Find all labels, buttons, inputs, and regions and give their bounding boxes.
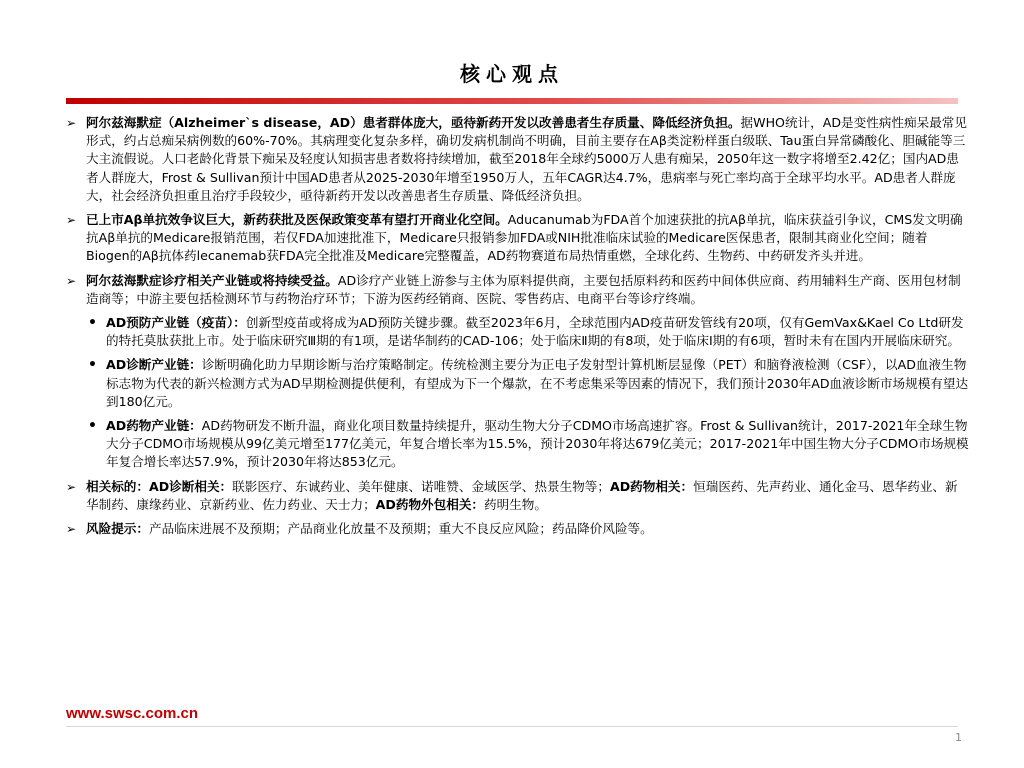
footer-divider [66, 726, 958, 727]
arrow-bullet-icon: ➢ [66, 273, 77, 288]
related-list-outsourcing: 药明生物。 [484, 496, 547, 512]
title-divider [66, 98, 958, 104]
key-point-heading: 阿尔兹海默症诊疗相关产业链或将持续受益。 [86, 272, 338, 288]
risk-label: 风险提示： [86, 521, 149, 537]
arrow-bullet-icon: ➢ [66, 116, 77, 130]
key-point-2 [66, 211, 970, 266]
arrow-bullet-icon: ➢ [66, 213, 77, 228]
sub-point-body: AD药物研发不断升温，商业化项目数量持续提升，驱动生物大分子CDMO市场高速扩容。Frost & Sullivan统计，2017-2021年全球生物大分子CDMO市场规模从99亿美元增至177亿美元，年复合增长率为15.5%，预计2030年将达679亿美元；2017-2021年中国生物大分子CDMO市场规模年复合增长率达57.9%，预计2030年将达853亿元。 [106, 418, 969, 470]
related-targets [66, 478, 970, 514]
sub-point-heading: AD诊断产业链： [106, 357, 202, 373]
key-point-heading: 已上市Aβ单抗效争议巨大，新药获批及医保政策变革有望打开商业化空间。 [86, 212, 508, 228]
related-label-outsourcing: AD药物外包相关： [375, 496, 485, 512]
dot-bullet-icon: • [88, 418, 97, 435]
sub-point-heading: AD药物产业链： [106, 418, 202, 434]
key-point-body: Aducanumab为FDA首个加速获批的抗Aβ单抗，临床获益引争议，CMS发文明确抗Aβ单抗的Medicare报销范围，若仅FDA加速批准下，Medicare只报销参加FDA或NIH批准临床试验的Medicare医保患者，限制其商业化空间；随着Biogen的Aβ抗体药lecanemab获FDA完全批准及Medicare完整覆盖，AD药物赛道布局热情重燃，全球化药、生物药、中药研发齐头并进。 [86, 212, 963, 264]
key-point-body: AD诊疗产业链上游参与主体为原料提供商，主要包括原料药和医药中间体供应商、药用辅料生产商、医用包材制造商等；中游主要包括检测环节与药物治疗环节；下游为医药经销商、医院、零售药店、电商平台等诊疗终端。 [86, 272, 961, 306]
arrow-bullet-icon: ➢ [66, 522, 77, 537]
sub-point-drugs [66, 417, 970, 472]
dot-bullet-icon: • [88, 357, 97, 374]
footer-website-link[interactable]: www.swsc.com.cn [66, 705, 198, 722]
page-number: 1 [955, 731, 962, 744]
risk-text: 产品临床进展不及预期；产品商业化放量不及预期；重大不良反应风险；药品降价风险等。 [148, 521, 653, 537]
sub-point-prevention [66, 314, 970, 350]
key-point-1 [66, 114, 970, 205]
sub-point-heading: AD预防产业链（疫苗）： [106, 315, 246, 331]
related-list-diagnosis: 联影医疗、东诚药业、美年健康、诺唯赞、金域医学、热景生物等； [232, 478, 610, 494]
sub-point-diagnosis [66, 356, 970, 411]
key-point-body: 据WHO统计，AD是变性病性痴呆最常见形式，约占总痴呆病例数的60%-70%。其病理变化复杂多样，确切发病机制尚不明确，目前主要存在Aβ类淀粉样蛋白级联、Tau蛋白异常磷酸化、胆碱能等三大主流假说。人口老龄化背景下痴呆及轻度认知损害患者数将持续增加，截至2018年全球约5000万人患有痴呆，2050年这一数字将增至2.42亿；国内AD患者人群庞大，Frost & Sullivan预计中国AD患者从2025-2030年增至1950万人，五年CAGR达4.7%，患病率与死亡率均高于全球平均水平。AD患者人群庞大，社会经济负担重且治疗手段较少，亟待新药开发以改善患者生存质量、降低经济负担。 [86, 115, 967, 203]
related-list-drugs: 恒瑞医药、先声药业、通化金马、恩华药业、新华制药、康缘药业、京新药业、佐力药业、天士力； [86, 478, 958, 512]
related-label-diagnosis: 相关标的：AD诊断相关： [86, 478, 233, 494]
sub-point-body: 创新型疫苗或将成为AD预防关键步骤。截至2023年6月，全球范围内AD疫苗研发管线有20项，仅有GemVax&Kael Co Ltd研发的特托莫肽获批上市。处于临床研究Ⅲ期的有1项，是诺华制药的CAD-106；处于临床Ⅱ期的有8项，处于临床Ⅰ期的有6项，暂时未有在国内开展临床研究。 [106, 315, 964, 349]
key-point-heading: 阿尔兹海默症（Alzheimer`s disease，AD）患者群体庞大，亟待新药开发以改善患者生存质量、降低经济负担。 [86, 115, 741, 130]
sub-point-body: 诊断明确化助力早期诊断与治疗策略制定。传统检测主要分为正电子发射型计算机断层显像（PET）和脑脊液检测（CSF），以AD血液生物标志物为代表的新兴检测方式为AD早期检测提供便利，有望成为下一个爆款，在不考虑集采等因素的情况下，我们预计2030年AD血液诊断市场规模有望达到180亿元。 [106, 357, 969, 409]
arrow-bullet-icon: ➢ [66, 479, 77, 494]
risk-warning [66, 520, 970, 538]
related-label-drugs: AD药物相关： [609, 478, 694, 494]
main-content [66, 114, 970, 544]
dot-bullet-icon: • [88, 315, 97, 332]
page-title: 核心观点 [460, 62, 564, 86]
key-point-3 [66, 272, 970, 308]
